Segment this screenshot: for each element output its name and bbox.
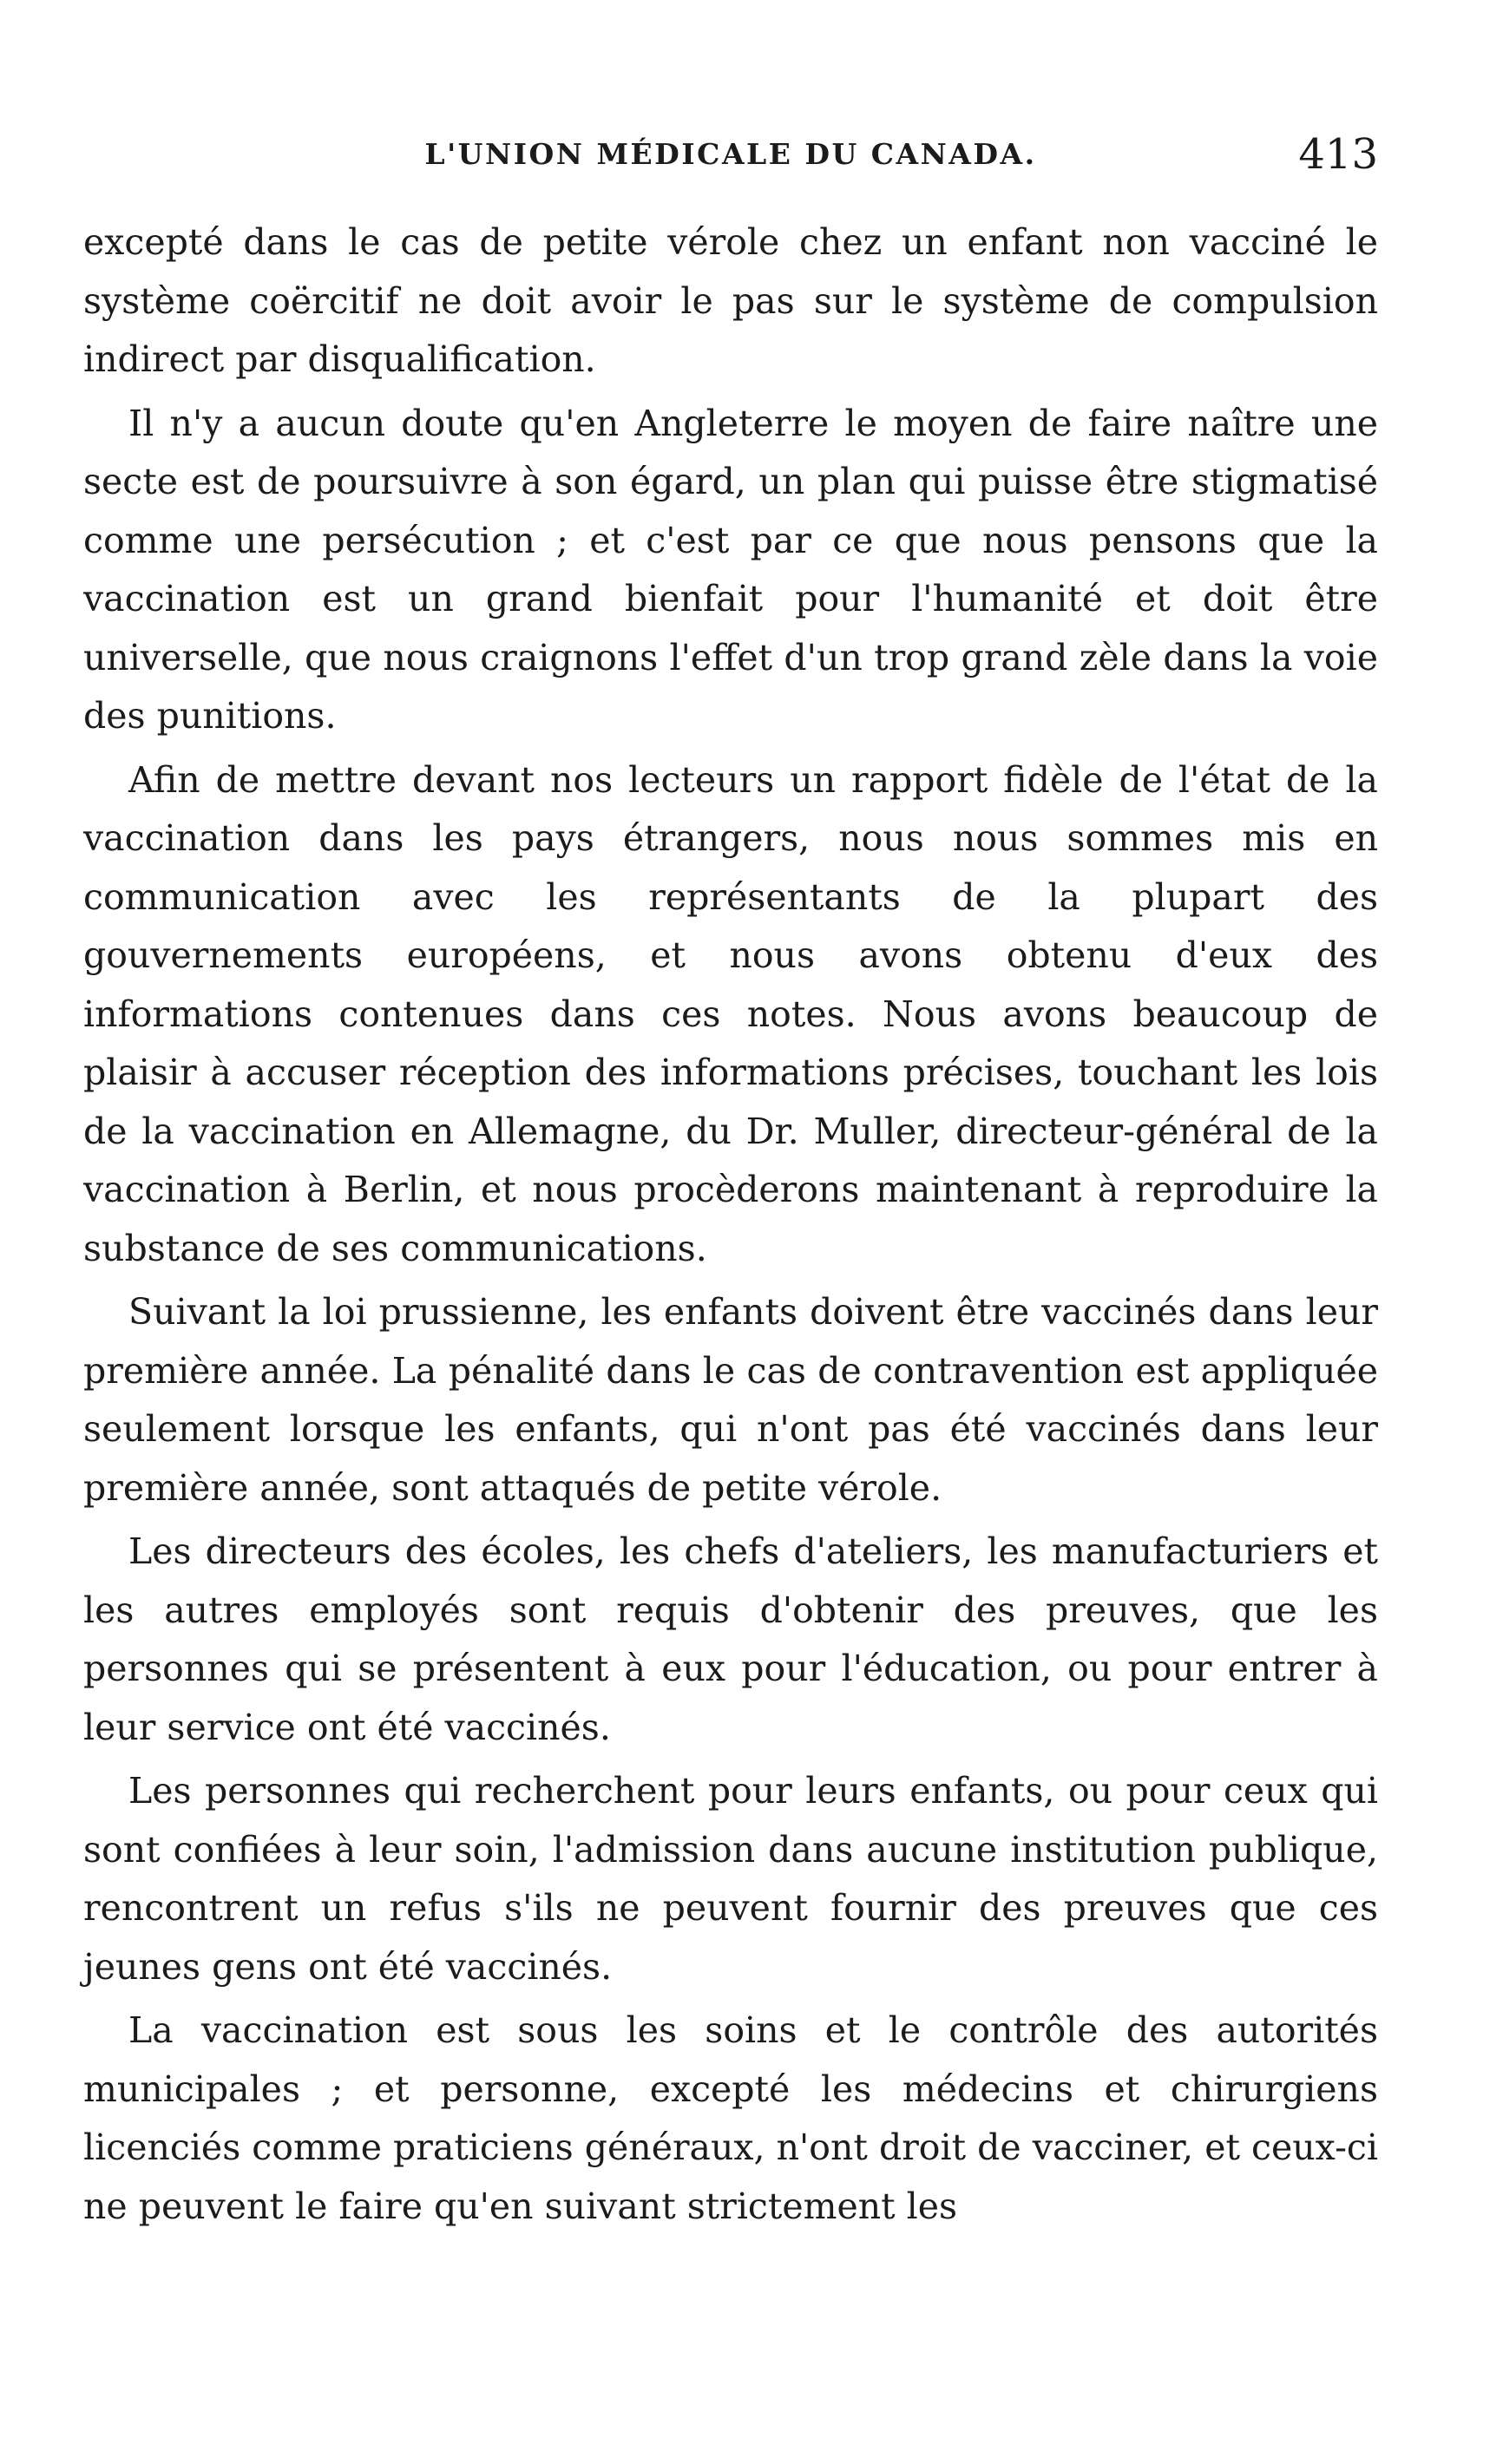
running-head (83, 128, 1378, 180)
paragraph-3: Afin de mettre devant nos lecteurs un rapport fidèle de l'état de la vaccination dans les pays étrangers, nous nous sommes mis en communication avec les représentants de la plupart des gouvernements européens, et nous avons obtenu d'eux des informations contenues dans ces notes. Nous avons beaucoup de plaisir à accuser réception des informations précises, touchant les lois de la vaccination en Allemagne, du Dr. Muller, directeur-général de la vaccination à Berlin, et nous procèderons maintenant à reproduire la substance de ses communications. (83, 758, 1378, 1269)
page-number: 413 (1298, 130, 1378, 179)
running-title: L'UNION MÉDICALE DU CANADA. (424, 137, 1037, 171)
paragraph-6: Les personnes qui recherchent pour leurs enfants, ou pour ceux qui sont confiées à leur soin, l'admission dans aucune institution publique, rencontrent un refus s'ils ne peuvent fournir des preuves que ces jeunes gens ont été vaccinés. (83, 1770, 1378, 1988)
paragraph-5: Les directeurs des écoles, les chefs d'ateliers, les manufacturiers et les autres employés sont requis d'obtenir des preuves, que les personnes qui se présentent à eux pour l'éducation, ou pour entrer à leur service ont été vaccinés. (83, 1530, 1378, 1748)
paragraph-2: Il n'y a aucun doute qu'en Angleterre le moyen de faire naître une secte est de poursuivre à son égard, un plan qui puisse être stigmatisé comme une persécution ; et c'est par ce que nous pensons que la vaccination est un grand bienfait pour l'humanité et doit être universelle, que nous craignons l'effet d'un trop grand zèle dans la voie des punitions. (83, 402, 1378, 737)
body-text (83, 213, 1378, 2241)
paragraph-7: La vaccination est sous les soins et le contrôle des autorités municipales ; et personne, excepté les médecins et chirurgiens licenciés comme praticiens généraux, n'ont droit de vacciner, et ceux-ci ne peuvent le faire qu'en suivant strictement les (83, 2009, 1378, 2227)
paragraph-1: excepté dans le cas de petite vérole chez un enfant non vacciné le système coërcitif ne doit avoir le pas sur le système de compulsion indirect par disqualification. (83, 221, 1378, 380)
paragraph-4: Suivant la loi prussienne, les enfants doivent être vaccinés dans leur première année. La pénalité dans le cas de contravention est appliquée seulement lorsque les enfants, qui n'ont pas été vaccinés dans leur première année, sont attaqués de petite vérole. (83, 1291, 1378, 1509)
